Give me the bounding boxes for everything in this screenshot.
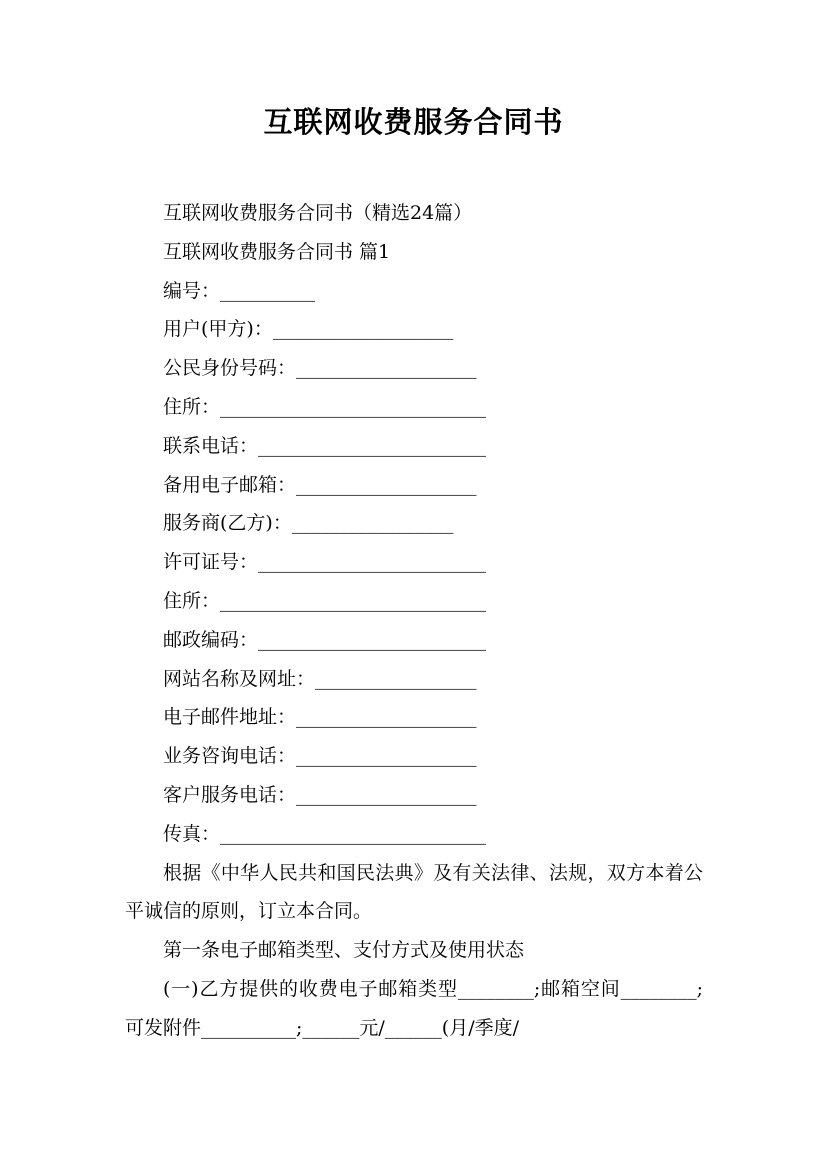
form-field-backup-email: 备用电子邮箱：___________________ [163,473,477,496]
form-field-license: 许可证号：________________________ [163,551,487,574]
form-field-fax: 传真：____________________________ [163,822,487,845]
section-heading: 互联网收费服务合同书 篇1 [163,240,391,263]
form-field-postcode: 邮政编码：________________________ [163,628,487,651]
form-field-phone: 联系电话：________________________ [163,434,487,457]
article-clause: (一)乙方提供的收费电子邮箱类型________;邮箱空间________;可发附件__________;______元/______(月/季度/ [125,977,703,1039]
form-field-id-number: 公民身份号码：___________________ [163,357,477,380]
form-field-website: 网站名称及网址：_________________ [163,667,477,690]
document-title: 互联网收费服务合同书 [263,105,564,139]
form-field-service-phone: 客户服务电话：___________________ [163,783,477,806]
article-heading: 第一条电子邮箱类型、支付方式及使用状态 [163,939,525,962]
preamble-paragraph: 根据《中华人民共和国民法典》及有关法律、法规，双方本着公平诚信的原则，订立本合同。 [125,861,703,923]
form-field-email: 电子邮件地址：___________________ [163,706,477,729]
document-body [125,194,703,1048]
form-field-address-a: 住所：____________________________ [163,395,487,418]
form-field-party-a: 用户(甲方)：___________________ [163,318,454,341]
form-field-address-b: 住所：____________________________ [163,589,487,612]
form-field-business-phone: 业务咨询电话：___________________ [163,745,477,768]
form-field-party-b: 服务商(乙方)：_________________ [163,512,454,535]
form-field-number: 编号：__________ [163,279,316,302]
subtitle-line: 互联网收费服务合同书（精选24篇） [163,202,473,224]
